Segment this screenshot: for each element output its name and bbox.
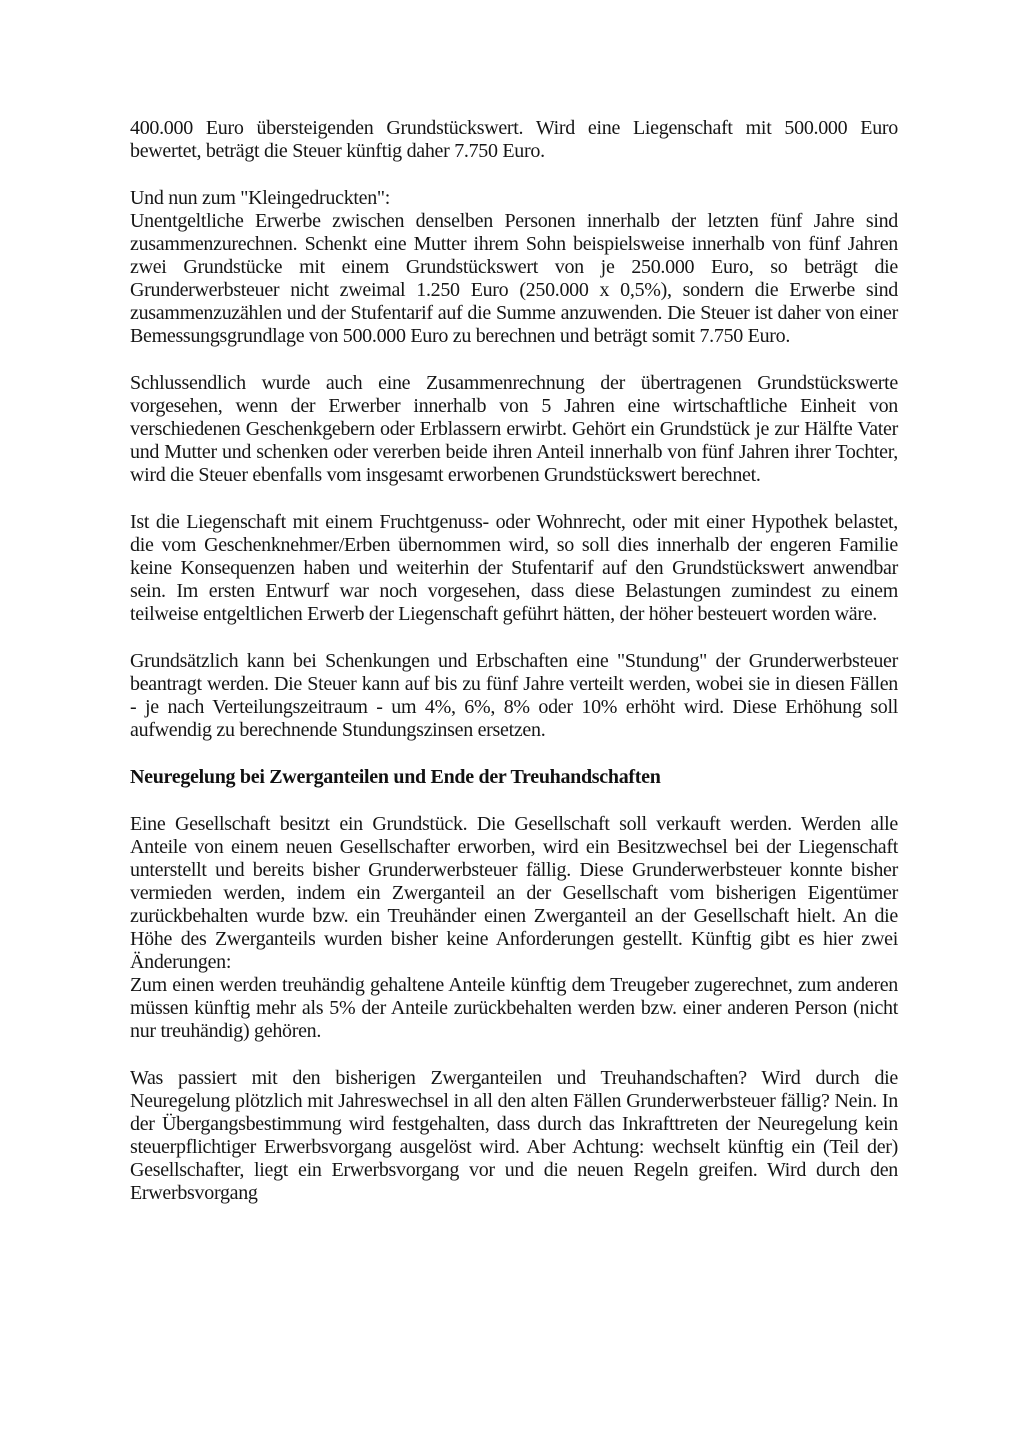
paragraph-tax-example: 400.000 Euro übersteigenden Grundstückswert. Wird eine Liegenschaft mit 500.000 Euro bewertet, beträgt die Steuer künftig daher 7.750 Euro.: [130, 117, 898, 162]
paragraph-body: Unentgeltliche Erwerbe zwischen denselben Personen innerhalb der letzten fünf Jahre sind zusammenzurechnen. Schenkt eine Mutter ihrem Sohn beispielsweise innerhalb von fünf Jahren zwei Grundstücke mit einem Grundstückswert von je 250.000 Euro, so beträgt die Grunderwerbsteuer nicht zweimal 1.250 Euro (250.000 x 0,5%), sondern die Erwerbe sind zusammenzuzählen und der Stufentarif auf die Summe anzuwenden. Die Steuer ist daher von einer Bemessungsgrundlage von 500.000 Euro zu berechnen und beträgt somit 7.750 Euro.: [130, 210, 898, 347]
paragraph-body: Eine Gesellschaft besitzt ein Grundstück. Die Gesellschaft soll verkauft werden. Werden alle Anteile von einem neuen Gesellschafter erworben, wird ein Besitzwechsel bei der Liegenschaft unterstellt und bereits bisher Grunderwerbsteuer fällig. Diese Grunderwerbsteuer konnte bisher vermieden werden, indem ein Zwerganteil an der Gesellschaft vom bisherigen Eigentümer zurückbehalten wurde bzw. ein Treuhänder einen Zwerganteil an der Gesellschaft hielt. An die Höhe des Zwerganteils wurden bisher keine Anforderungen gestellt. Künftig gibt es hier zwei Änderungen:: [130, 813, 898, 973]
paragraph-kleingedrucktes: [130, 187, 898, 348]
paragraph-uebergangsbestimmung: Was passiert mit den bisherigen Zwerganteilen und Treuhandschaften? Wird durch die Neuregelung plötzlich mit Jahreswechsel in all den alten Fällen Grunderwerbsteuer fällig? Nein. In der Übergangsbestimmung wird festgehalten, dass durch das Inkrafttreten der Neuregelung kein steuerpflichtiger Erwerbsvorgang ausgelöst wird. Aber Achtung: wechselt künftig ein (Teil der) Gesellschafter, liegt ein Erwerbsvorgang vor und die neuen Regeln greifen. Wird durch den Erwerbsvorgang: [130, 1067, 898, 1204]
paragraph-intro-line: Und nun zum "Kleingedruckten":: [130, 187, 391, 209]
paragraph-belastungen: Ist die Liegenschaft mit einem Fruchtgenuss- oder Wohnrecht, oder mit einer Hypothek belastet, die vom Geschenknehmer/Erben übernommen wird, so soll dies innerhalb der engeren Familie keine Konsequenzen haben und weiterhin der Stufentarif auf den Grundstückswert anwendbar sein. Im ersten Entwurf war noch vorgesehen, dass diese Belastungen zumindest zu einem teilweise entgeltlichen Erwerb der Liegenschaft geführt hätten, der höher besteuert worden wäre.: [130, 511, 898, 625]
paragraph-zwerganteile: [130, 813, 898, 1043]
paragraph-stundung: Grundsätzlich kann bei Schenkungen und Erbschaften eine "Stundung" der Grunderwerbsteuer beantragt werden. Die Steuer kann auf bis zu fünf Jahre verteilt werden, wobei sie in diesen Fällen - je nach Verteilungszeitraum - um 4%, 6%, 8% oder 10% erhöht wird. Diese Erhöhung soll aufwendig zu berechnende Stundungszinsen ersetzen.: [130, 650, 898, 741]
section-heading-zwerganteile: Neuregelung bei Zwerganteilen und Ende der Treuhandschaften: [130, 766, 661, 788]
paragraph-continuation-line: Zum einen werden treuhändig gehaltene Anteile künftig dem Treugeber zugerechnet, zum anderen müssen künftig mehr als 5% der Anteile zurückbehalten werden bzw. einer anderen Person (nicht nur treuhändig) gehören.: [130, 974, 898, 1042]
paragraph-zusammenrechnung: Schlussendlich wurde auch eine Zusammenrechnung der übertragenen Grundstückswerte vorgesehen, wenn der Erwerber innerhalb von 5 Jahren eine wirtschaftliche Einheit von verschiedenen Geschenkgebern oder Erblassern erwirbt. Gehört ein Grundstück je zur Hälfte Vater und Mutter und schenken oder vererben beide ihren Anteil innerhalb von fünf Jahren ihrer Tochter, wird die Steuer ebenfalls vom insgesamt erworbenen Grundstückswert berechnet.: [130, 372, 898, 486]
